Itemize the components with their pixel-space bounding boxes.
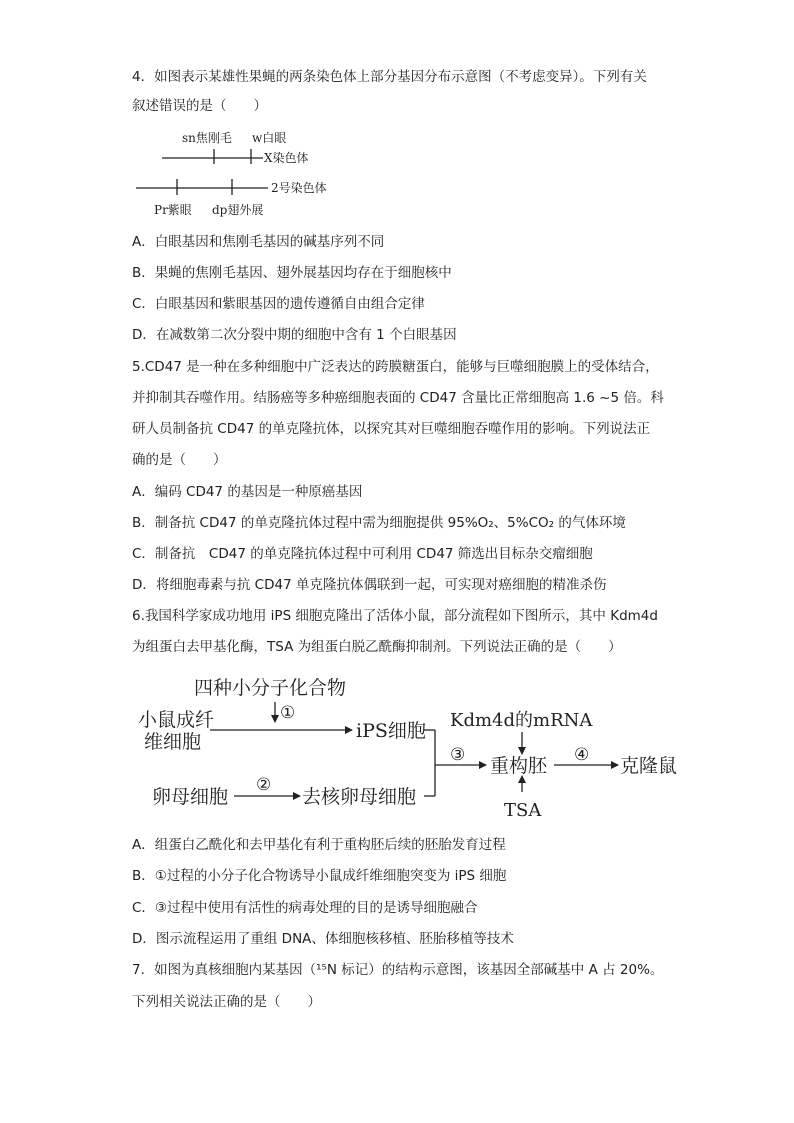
gene-dp-label: dp翅外展 <box>212 203 264 217</box>
reconstructed-embryo-label: 重构胚 <box>490 755 548 777</box>
oocyte-label: 卵母细胞 <box>152 786 229 808</box>
q6-stem-line1: 6.我国科学家成功地用 iPS 细胞克隆出了活体小鼠，部分流程如下图所示，其中 Kdm4d <box>132 608 658 624</box>
gene-w-label: w白眼 <box>252 131 287 145</box>
q5-option-b: B．制备抗 CD47 的单克隆抗体过程中需为细胞提供 95%O₂、5%CO₂ 的气体环境 <box>132 515 626 531</box>
q5-stem-line1: 5.CD47 是一种在多种细胞中广泛表达的跨膜糖蛋白，能够与巨噬细胞膜上的受体结合， <box>132 359 659 375</box>
q6-option-b: B．①过程的小分子化合物诱导小鼠成纤维细胞突变为 iPS 细胞 <box>132 868 507 884</box>
q4-stem-line1: 4．如图表示某雄性果蝇的两条染色体上部分基因分布示意图（不考虑变异）。下列有关 <box>132 69 647 85</box>
q5-option-c: C．制备抗 CD47 的单克隆抗体过程中可利用 CD47 筛选出目标杂交瘤细胞 <box>132 546 593 562</box>
step4-label: ④ <box>574 745 590 765</box>
q5-stem-line4: 确的是（ ） <box>132 452 227 468</box>
ips-cell-label: iPS细胞 <box>356 720 426 742</box>
x-chromosome-label: X染色体 <box>264 151 309 165</box>
q5-stem-line2: 并抑制其吞噬作用。结肠癌等多种癌细胞表面的 CD47 含量比正常细胞高 1.6 ~5 倍。科 <box>132 390 664 406</box>
q4-stem-line2: 叙述错误的是（ ） <box>132 98 267 114</box>
step2-label: ② <box>256 775 272 795</box>
q5-stem-line3: 研人员制备抗 CD47 的单克隆抗体，以探究其对巨噬细胞吞噬作用的影响。下列说法正 <box>132 421 651 437</box>
fibroblast-label-line2: 维细胞 <box>144 731 202 753</box>
q4-option-a: A．白眼基因和焦刚毛基因的碱基序列不同 <box>132 234 385 250</box>
step3-label: ③ <box>450 745 466 765</box>
tsa-label: TSA <box>504 800 542 821</box>
compounds-label: 四种小分子化合物 <box>194 677 347 699</box>
q4-option-b: B．果蝇的焦刚毛基因、翅外展基因均存在于细胞核中 <box>132 265 452 281</box>
q6-option-a: A．组蛋白乙酰化和去甲基化有利于重构胚后续的胚胎发育过程 <box>132 837 506 853</box>
step1-label: ① <box>280 703 296 723</box>
q7-stem-line2: 下列相关说法正确的是（ ） <box>132 994 321 1010</box>
q7-stem-line1: 7．如图为真核细胞内某基因（¹⁵N 标记）的结构示意图，该基因全部碱基中 A 占 20%。 <box>132 962 664 978</box>
q4-option-c: C．白眼基因和紫眼基因的遗传遵循自由组合定律 <box>132 296 425 312</box>
enucleated-oocyte-label: 去核卵母细胞 <box>302 786 417 808</box>
fibroblast-label-line1: 小鼠成纤 <box>138 709 215 731</box>
q6-option-d: D．图示流程运用了重组 DNA、体细胞核移植、胚胎移植等技术 <box>132 931 514 947</box>
mrna-label: Kdm4d的mRNA <box>450 710 593 731</box>
chromosome-2-label: 2号染色体 <box>271 181 327 195</box>
cloned-mouse-label: 克隆鼠 <box>620 755 678 777</box>
q5-option-a: A．编码 CD47 的基因是一种原癌基因 <box>132 484 363 500</box>
q6-stem-line2: 为组蛋白去甲基化酶，TSA 为组蛋白脱乙酰酶抑制剂。下列说法正确的是（ ） <box>132 639 622 655</box>
chromosome-figure <box>130 126 350 224</box>
q6-option-c: C．③过程中使用有活性的病毒处理的目的是诱导细胞融合 <box>132 900 478 916</box>
ips-cloning-flowchart <box>130 670 690 830</box>
gene-pr-label: Pr紫眼 <box>154 203 192 217</box>
gene-sn-label: sn焦刚毛 <box>182 131 232 145</box>
q4-option-d: D．在减数第二次分裂中期的细胞中含有 1 个白眼基因 <box>132 327 457 343</box>
q5-option-d: D．将细胞毒素与抗 CD47 单克隆抗体偶联到一起，可实现对癌细胞的精准杀伤 <box>132 577 607 593</box>
